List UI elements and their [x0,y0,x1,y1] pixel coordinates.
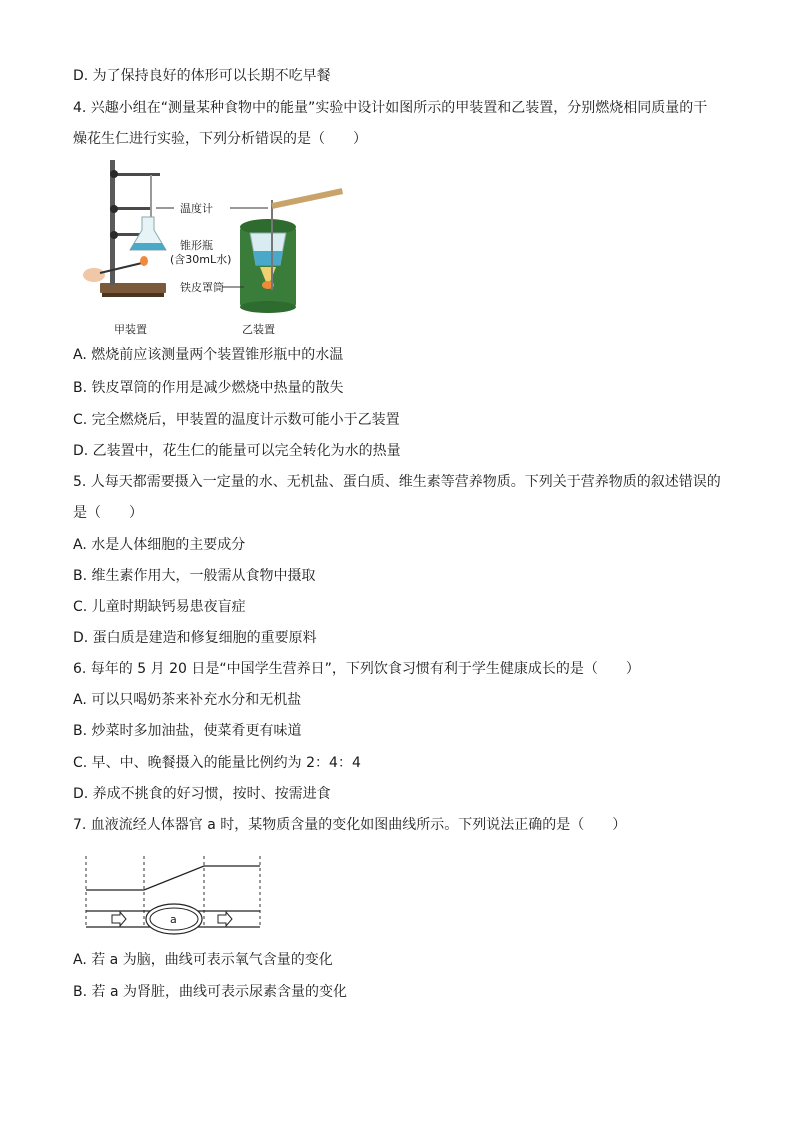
device-jia-illustration [83,160,166,297]
q4-option-d: D. 乙装置中，花生仁的能量可以完全转化为水的热量 [73,443,401,459]
q5-option-c: C. 儿童时期缺钙易患夜盲症 [73,599,246,615]
q6-option-c: C. 早、中、晚餐摄入的能量比例约为 2：4：4 [73,755,361,771]
q4-option-b: B. 铁皮罩筒的作用是减少燃烧中热量的散失 [73,380,344,396]
label-device-yi: 乙装置 [242,323,275,336]
q7-stem: 7. 血液流经人体器官 a 时，某物质含量的变化如图曲线所示。下列说法正确的是（ ） [73,817,627,833]
q5-stem-line2: 是（ ） [73,505,143,521]
q5-stem-line1: 5. 人每天都需要摄入一定量的水、无机盐、蛋白质、维生素等营养物质。下列关于营养物质的叙述错误的 [73,474,721,490]
label-tin-cover: 铁皮罩筒 [180,281,224,294]
label-flask-volume: (含30mL水) [170,253,232,266]
q6-option-a: A. 可以只喝奶茶来补充水分和无机盐 [73,692,302,708]
q4-option-a: A. 燃烧前应该测量两个装置锥形瓶中的水温 [73,347,344,363]
q6-option-b: B. 炒菜时多加油盐，使菜肴更有味道 [73,723,302,739]
flow-arrow-right [218,912,232,926]
q5-option-a: A. 水是人体细胞的主要成分 [73,537,246,553]
label-thermometer: 温度计 [180,202,213,215]
q5-option-b: B. 维生素作用大，一般需从食物中摄取 [73,568,316,584]
q4-option-c: C. 完全燃烧后，甲装置的温度计示数可能小于乙装置 [73,412,400,428]
flow-arrow-left [112,912,126,926]
device-yi-illustration [240,188,343,313]
q7-option-a: A. 若 a 为脑，曲线可表示氧气含量的变化 [73,952,333,968]
q4-stem-line1: 4. 兴趣小组在“测量某种食物中的能量”实验中设计如图所示的甲装置和乙装置，分别燃烧相同质量的干 [73,100,708,116]
label-device-jia: 甲装置 [114,323,147,336]
q4-stem-line2: 燥花生仁进行实验，下列分析错误的是（ ） [73,131,367,147]
q3-option-d: D. 为了保持良好的体形可以长期不吃早餐 [73,68,331,84]
q7-figure [80,848,270,938]
organ-label: a [170,913,177,926]
q6-option-d: D. 养成不挑食的好习惯，按时、按需进食 [73,786,331,802]
q6-stem: 6. 每年的 5 月 20 日是“中国学生营养日”，下列饮食习惯有利于学生健康成长的是（ ） [73,661,640,677]
q4-figure [72,155,362,340]
content-curve [86,866,260,890]
q7-option-b: B. 若 a 为肾脏，曲线可表示尿素含量的变化 [73,984,347,1000]
q5-option-d: D. 蛋白质是建造和修复细胞的重要原料 [73,630,317,646]
label-flask: 锥形瓶 [180,239,213,252]
